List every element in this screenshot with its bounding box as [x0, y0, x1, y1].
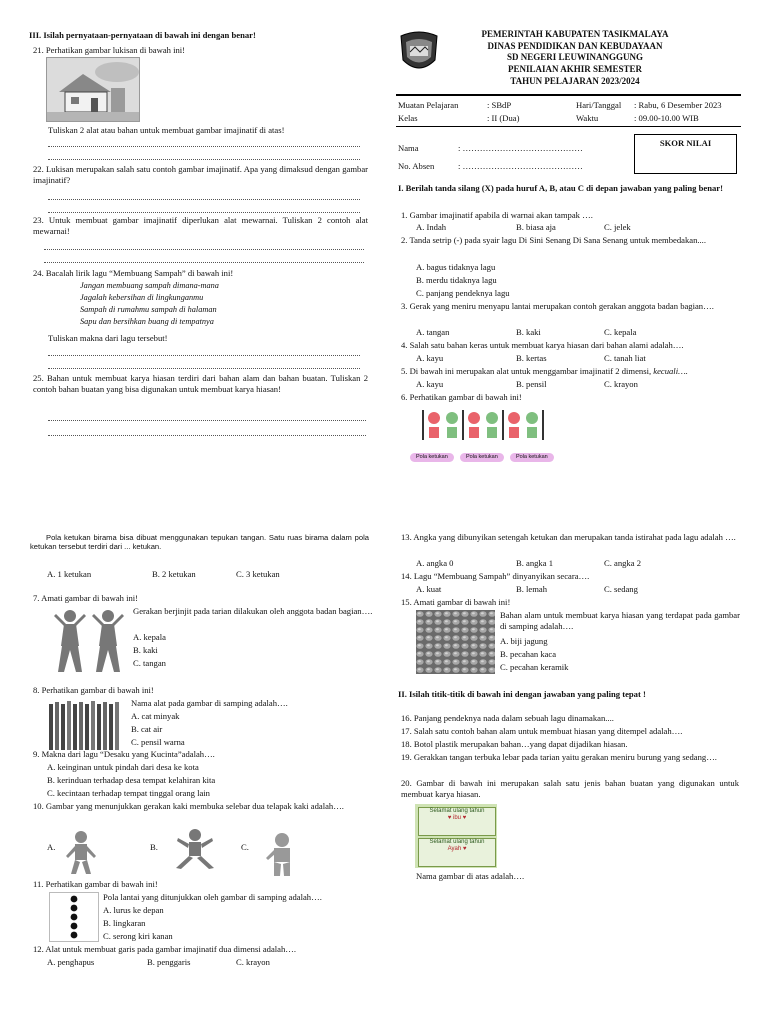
- q13-option-b[interactable]: B. angka 1: [516, 558, 553, 568]
- q7-option-b[interactable]: B. kaki: [133, 645, 158, 655]
- question-5-emphasis: kecuali….: [653, 366, 688, 376]
- q5-option-c[interactable]: C. krayon: [604, 379, 638, 389]
- letterhead-line: DINAS PENDIDIKAN DAN KEBUDAYAAN: [487, 40, 663, 51]
- question-23: 23. Untuk membuat gambar imajinatif diperlukan alat mewarnai. Tuliskan 2 contoh alat mewarnai!: [33, 215, 368, 236]
- q12-option-a[interactable]: A. penghapus: [47, 957, 95, 967]
- card-text: Ayah ♥: [447, 846, 467, 853]
- floor-pattern-image: [49, 892, 99, 942]
- card-text: Selamat ulang tahun: [429, 839, 485, 845]
- time-label: Waktu: [576, 113, 599, 123]
- question-11-text: Pola lantai yang ditunjukkan oleh gambar di samping adalah….: [103, 892, 322, 902]
- question-19: 19. Gerakkan tangan terbuka lebar pada tarian yaitu gerakan meniru burung yang sedang….: [401, 752, 717, 762]
- q8-option-b[interactable]: B. cat air: [131, 724, 163, 734]
- letterhead-line: PENILAIAN AKHIR SEMESTER: [507, 64, 643, 75]
- q3-option-c[interactable]: C. kepala: [604, 327, 637, 337]
- subject-value: : SBdP: [487, 100, 512, 110]
- greeting-card: [418, 807, 496, 836]
- question-22: 22. Lukisan merupakan salah satu contoh gambar imajinatif. Apa yang dimaksud dengan gambar imajinatif?: [33, 164, 368, 185]
- q5-option-a[interactable]: A. kayu: [416, 379, 444, 389]
- q14-option-c[interactable]: C. sedang: [604, 584, 638, 594]
- card-text: Selamat ulang tahun: [429, 808, 485, 814]
- answer-line[interactable]: [48, 203, 360, 213]
- question-15-text: Bahan alam untuk membuat karya hiasan yang terdapat pada gambar di samping adalah….: [500, 610, 740, 631]
- question-21: 21. Perhatikan gambar lukisan di bawah ini!: [33, 45, 186, 55]
- q14-option-b[interactable]: B. lemah: [516, 584, 548, 594]
- date-label: Hari/Tanggal: [576, 100, 622, 110]
- q6-option-c[interactable]: C. 3 ketukan: [236, 569, 280, 579]
- question-13: 13. Angka yang dibunyikan setengah ketukan dan merupakan tanda istirahat pada lagu adalah ….: [401, 532, 736, 542]
- answer-line[interactable]: [48, 190, 360, 200]
- q9-option-b[interactable]: B. kerinduan terhadap desa tempat kelahiran kita: [47, 775, 216, 785]
- answer-line[interactable]: [44, 240, 364, 250]
- q14-option-a[interactable]: A. kuat: [416, 584, 442, 594]
- time-value: : 09.00-10.00 WIB: [634, 113, 699, 123]
- q3-option-a[interactable]: A. tangan: [416, 327, 450, 337]
- q12-option-b[interactable]: B. penggaris: [147, 957, 191, 967]
- answer-line[interactable]: [44, 253, 364, 263]
- subject-label: Muatan Pelajaran: [398, 100, 459, 110]
- pattern-pill: Pola ketukan: [460, 453, 504, 462]
- section-2-title: II. Isilah titik-titik di bawah ini dengan jawaban yang paling tepat !: [398, 689, 646, 699]
- name-field[interactable]: : ……………………………………: [458, 143, 583, 153]
- letterhead-line: PEMERINTAH KABUPATEN TASIKMALAYA: [481, 29, 669, 39]
- q10-option-a[interactable]: A.: [47, 842, 56, 852]
- q15-option-c[interactable]: C. pecahan keramik: [500, 662, 569, 672]
- q6-option-b[interactable]: B. 2 ketukan: [152, 569, 196, 579]
- question-7: 7. Amati gambar di bawah ini!: [33, 593, 139, 603]
- q7-option-a[interactable]: A. kepala: [133, 632, 166, 642]
- q2-option-b[interactable]: B. merdu tidaknya lagu: [416, 275, 497, 285]
- q10-option-c[interactable]: C.: [241, 842, 249, 852]
- card-text: ♥ ibu ♥: [447, 815, 467, 822]
- question-4: 4. Salah satu bahan keras untuk membuat karya hiasan dari bahan alami adalah….: [401, 340, 684, 350]
- q2-option-c[interactable]: C. panjang pendeknya lagu: [416, 288, 510, 298]
- lyric-line: Sapu dan bersihkan buang di tempatnya: [80, 317, 214, 327]
- house-painting-image: [46, 57, 140, 122]
- score-box-label: SKOR NILAI: [659, 138, 712, 148]
- child-pose-a-image: [62, 830, 100, 876]
- lyric-line: Jagalah kebersihan di lingkunganmu: [80, 293, 204, 303]
- q5-option-b[interactable]: B. pensil: [516, 379, 547, 389]
- question-25: 25. Bahan untuk membuat karya hiasan terdiri dari bahan alam dan bahan buatan. Tuliskan 2 contoh bahan buatan yang bisa digunakan untuk membuat karya hiasan!: [33, 373, 368, 394]
- greeting-card: [418, 838, 496, 867]
- child-pose-b-image: [170, 828, 220, 870]
- question-1: 1. Gambar imajinatif apabila di warnai akan tampak ….: [401, 210, 593, 220]
- q13-option-a[interactable]: A. angka 0: [416, 558, 454, 568]
- song-lyrics: [80, 280, 219, 328]
- q2-option-a[interactable]: A. bagus tidaknya lagu: [416, 262, 496, 272]
- answer-line[interactable]: [48, 411, 366, 421]
- question-6: 6. Perhatikan gambar di bawah ini!: [401, 392, 522, 402]
- section-3-title: III. Isilah pernyataan-pernyataan di bawah ini dengan benar!: [29, 30, 256, 40]
- beat-pattern-labels: [410, 450, 554, 462]
- q11-option-c[interactable]: C. serong kiri kanan: [103, 931, 173, 941]
- question-14: 14. Lagu “Membuang Sampah” dinyanyikan secara….: [401, 571, 590, 581]
- answer-line[interactable]: [48, 150, 360, 160]
- question-3: 3. Gerak yang meniru menyapu lantai merupakan contoh gerakan anggota badan bagian….: [401, 301, 714, 311]
- question-9: 9. Makna dari lagu “Desaku yang Kucinta”adalah….: [33, 749, 215, 759]
- class-label: Kelas: [398, 113, 418, 123]
- question-2: 2. Tanda setrip (-) pada syair lagu Di Sini Senang Di Sana Senang untuk membedakan....: [401, 235, 706, 245]
- child-pose-c-image: [262, 832, 302, 878]
- question-21-instruction: Tuliskan 2 alat atau bahan untuk membuat gambar imajinatif di atas!: [48, 125, 285, 135]
- q4-option-b[interactable]: B. kertas: [516, 353, 547, 363]
- header-divider: [396, 94, 741, 96]
- q8-option-c[interactable]: C. pensil warna: [131, 737, 185, 747]
- question-20: 20. Gambar di bawah ini merupakan salah satu jenis bahan buatan yang digunakan untuk membuat karya hiasan.: [401, 778, 739, 799]
- question-5-text: 5. Di bawah ini merupakan alat untuk menggambar imajinatif 2 dimensi,: [401, 366, 654, 376]
- question-5: [401, 366, 688, 377]
- q11-option-a[interactable]: A. lurus ke depan: [103, 905, 164, 915]
- q10-option-b[interactable]: B.: [150, 842, 158, 852]
- question-10: 10. Gambar yang menunjukkan gerakan kaki membuka selebar dua telapak kaki adalah….: [33, 801, 344, 811]
- q11-option-b[interactable]: B. lingkaran: [103, 918, 146, 928]
- question-15: 15. Amati gambar di bawah ini!: [401, 597, 511, 607]
- q1-option-b[interactable]: B. biasa aja: [516, 222, 556, 232]
- score-box[interactable]: [634, 134, 737, 174]
- beat-pattern-image: [422, 408, 544, 442]
- absen-field[interactable]: : ……………………………………: [458, 161, 583, 171]
- absen-label: No. Absen: [398, 161, 435, 171]
- date-value: : Rabu, 6 Desember 2023: [634, 100, 722, 110]
- school-emblem: [398, 30, 440, 74]
- question-6-note: Pola ketukan birama bisa dibuat menggunakan tepukan tangan. Satu ruas birama dalam pola ketukan tersebut terdiri dari ... ketukan.: [30, 533, 369, 552]
- q15-option-b[interactable]: B. pecahan kaca: [500, 649, 557, 659]
- question-16: 16. Panjang pendeknya nada dalam sebuah lagu dinamakan....: [401, 713, 614, 723]
- pattern-pill: Pola ketukan: [510, 453, 554, 462]
- q13-option-c[interactable]: C. angka 2: [604, 558, 641, 568]
- q12-option-c[interactable]: C. krayon: [236, 957, 270, 967]
- q9-option-a[interactable]: A. keinginan untuk pindah dari desa ke kota: [47, 762, 199, 772]
- dancers-image: [52, 606, 128, 676]
- greeting-cards-image: [415, 804, 497, 868]
- question-18: 18. Botol plastik merupakan bahan…yang dapat dijadikan hiasan.: [401, 739, 628, 749]
- q7-option-c[interactable]: C. tangan: [133, 658, 166, 668]
- header-divider: [396, 126, 741, 127]
- lyric-line: Jangan membuang sampah dimana-mana: [80, 281, 219, 290]
- answer-line[interactable]: [48, 137, 360, 147]
- q1-option-c[interactable]: C. jelek: [604, 222, 631, 232]
- question-8: 8. Perhatikan gambar di bawah ini!: [33, 685, 154, 695]
- answer-line[interactable]: [48, 359, 360, 369]
- color-pencils-image: [47, 698, 125, 750]
- question-24-instruction: Tuliskan makna dari lagu tersebut!: [48, 333, 168, 343]
- q4-option-a[interactable]: A. kayu: [416, 353, 444, 363]
- question-12: 12. Alat untuk membuat garis pada gambar imajinatif dua dimensi adalah….: [33, 944, 296, 954]
- q1-option-a[interactable]: A. Indah: [416, 222, 447, 232]
- letterhead: [450, 29, 700, 87]
- q6-option-a[interactable]: A. 1 ketukan: [47, 569, 92, 579]
- question-7-text: Gerakan berjinjit pada tarian dilakukan oleh anggota badan bagian….: [133, 606, 373, 616]
- q3-option-b[interactable]: B. kaki: [516, 327, 541, 337]
- question-20-instruction: Nama gambar di atas adalah….: [416, 871, 525, 881]
- question-8-text: Nama alat pada gambar di samping adalah….: [131, 698, 288, 708]
- pattern-pill: Pola ketukan: [410, 453, 454, 462]
- lyric-line: Sampah di rumahmu sampah di halaman: [80, 305, 217, 315]
- question-24: 24. Bacalah lirik lagu “Membuang Sampah” di bawah ini!: [33, 268, 234, 278]
- question-11: 11. Perhatikan gambar di bawah ini!: [33, 879, 158, 889]
- section-1-title: I. Berilah tanda silang (X) pada huruf A, B, atau C di depan jawaban yang paling benar!: [398, 183, 723, 193]
- answer-line[interactable]: [48, 426, 366, 436]
- name-label: Nama: [398, 143, 419, 153]
- q4-option-c[interactable]: C. tanah liat: [604, 353, 646, 363]
- question-17: 17. Salah satu contoh bahan alam untuk membuat hiasan yang ditempel adalah….: [401, 726, 683, 736]
- corn-seeds-image: [416, 610, 495, 674]
- class-value: : II (Dua): [487, 113, 520, 123]
- answer-line[interactable]: [48, 346, 360, 356]
- q9-option-c[interactable]: C. kecintaan terhadap tempat tinggal orang lain: [47, 788, 210, 798]
- letterhead-line: SD NEGERI LEUWINANGGUNG: [506, 52, 644, 63]
- q15-option-a[interactable]: A. biji jagung: [500, 636, 548, 646]
- letterhead-line: TAHUN PELAJARAN 2023/2024: [510, 75, 640, 86]
- q8-option-a[interactable]: A. cat minyak: [131, 711, 180, 721]
